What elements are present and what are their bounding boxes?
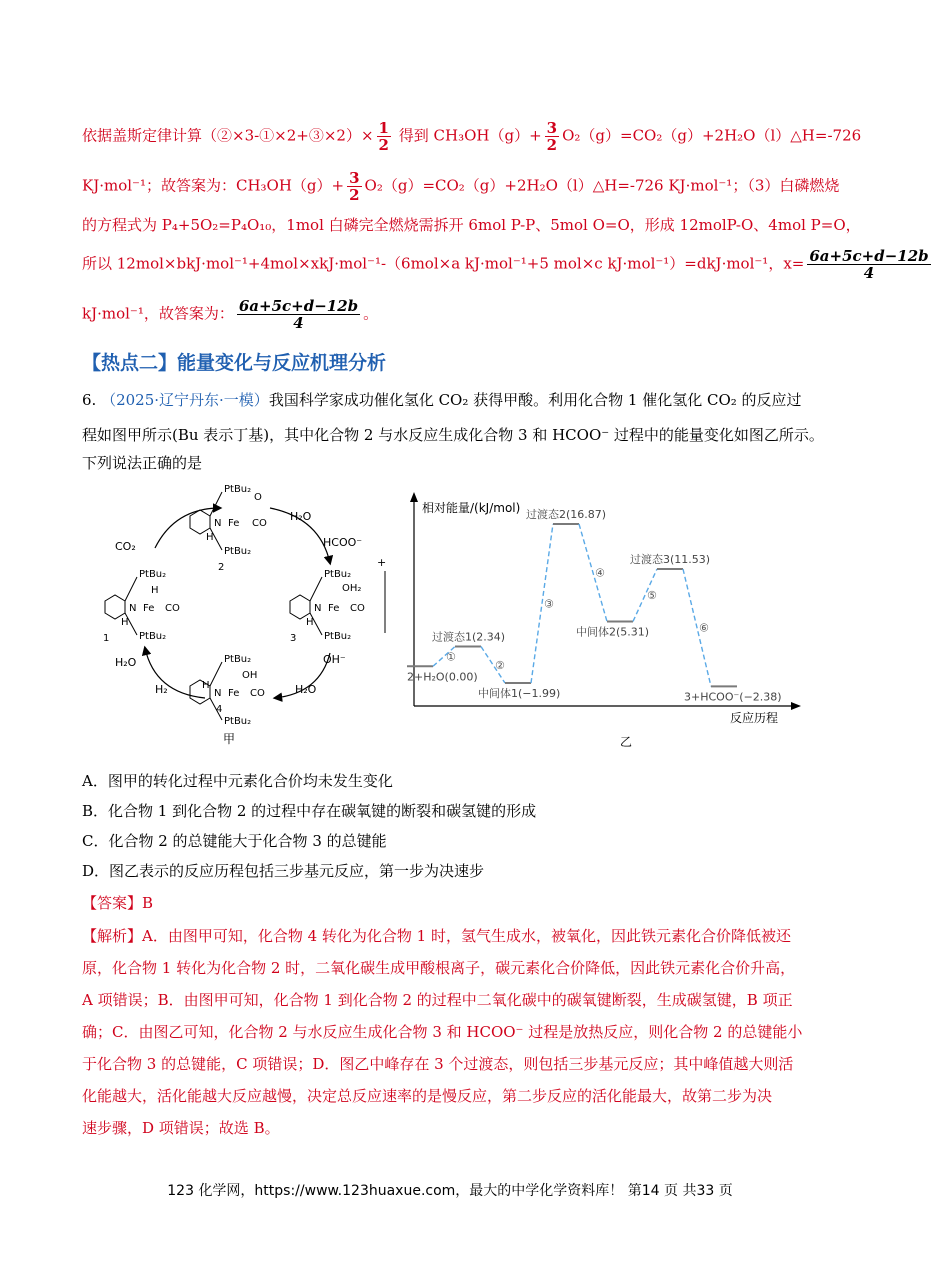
analysis-line-4: 确；C．由图乙可知，化合物 2 与水反应生成化合物 3 和 HCOO⁻ 过程是放热反应，则化合物 2 的总键能小 (82, 1023, 803, 1041)
figure-jia (95, 478, 405, 748)
compound-number-2: 2 (218, 562, 225, 573)
x-axis-arrow-icon (791, 702, 801, 710)
compound-1 (103, 569, 180, 644)
question-line-2: 程如图甲所示(Bu 表示丁基)，其中化合物 2 与水反应生成化合物 3 和 HCOO⁻ 过程中的能量变化如图乙所示。 (82, 426, 824, 444)
frac-den: 4 (863, 264, 875, 282)
fraction-three-halves (545, 120, 559, 153)
analysis-line-6: 化能越大，活化能越大反应越慢，决定总反应速率的是慢反应，第二步反应的活化能最大，故第二步为决 (82, 1087, 773, 1105)
ptbu-label-2: PtBu₂ (224, 716, 252, 727)
co-label: CO (252, 518, 267, 529)
prev-line-5 (82, 298, 378, 331)
frac-num: 1 (378, 119, 389, 137)
h-label-2: H (121, 617, 129, 628)
fe-label: Fe (143, 603, 155, 614)
option-a: A．图甲的转化过程中元素化合价均未发生变化 (82, 772, 393, 790)
compound-4 (190, 654, 265, 727)
ptbu-label-2: PtBu₂ (139, 631, 167, 642)
question-line-3: 下列说法正确的是 (82, 454, 203, 472)
h-label: H (202, 680, 210, 691)
prev-line-4 (82, 248, 934, 281)
label-oh: OH⁻ (323, 653, 346, 666)
frac-den: 2 (378, 136, 389, 154)
label-plus: + (377, 556, 387, 569)
prev-line-3: 的方程式为 P₄+5O₂=P₄O₁₀，1mol 白磷完全燃烧需拆开 6mol P-P、5mol O=O，形成 12molP-O、4mol P=O， (82, 216, 861, 234)
ptbu-label: PtBu₂ (324, 569, 352, 580)
question-text-1: 我国科学家成功催化氢化 CO₂ 获得甲酸。利用化合物 1 催化氢化 CO₂ 的反应过 (268, 391, 802, 409)
compound-3 (290, 569, 385, 644)
point-label-5: 中间体2(5.31) (576, 625, 650, 639)
h-label: H (306, 617, 314, 628)
step-label-4: ④ (595, 566, 605, 580)
label-h2o-left: H₂O (115, 656, 137, 669)
prev-line-2-b: O₂（g）=CO₂（g）+2H₂O（l）△H=-726 KJ·mol⁻¹；（3）白磷燃烧 (364, 176, 840, 195)
frac-den: 4 (293, 314, 304, 332)
compound-2 (190, 484, 267, 573)
oh-label: OH (242, 670, 258, 681)
prev-line-1-c: O₂（g）=CO₂（g）+2H₂O（l）△H=-726 (562, 126, 862, 145)
n-label: N (214, 688, 222, 699)
compound-number-4: 4 (216, 704, 223, 715)
fraction-expression-2 (237, 298, 360, 331)
page-footer: 123 化学网，https://www.123huaxue.com，最大的中学化学资料库！ 第14 页 共33 页 (167, 1183, 733, 1199)
formate-label: O (254, 492, 262, 503)
co-label: CO (250, 688, 265, 699)
analysis-line-5: 于化合物 3 的总键能，C 项错误；D．图乙中峰存在 3 个过渡态，则包括三步基元反应；其中峰值越大则活 (82, 1055, 794, 1073)
label-h2o-top: H₂O (290, 510, 312, 523)
frac-num: 6a+5c+d−12b (809, 247, 929, 265)
n-label: N (129, 603, 137, 614)
label-hcoo: HCOO⁻ (323, 536, 363, 549)
step-label-5: ⑤ (647, 589, 657, 603)
question-source: （2025·辽宁丹东·一模） (101, 391, 269, 409)
oh2-label: OH₂ (342, 583, 362, 594)
option-d: D．图乙表示的反应历程包括三步基元反应，第一步为决速步 (82, 862, 485, 880)
compound-number-1: 1 (103, 633, 110, 644)
analysis-line-1: 【解析】A．由图甲可知，化合物 4 转化为化合物 1 时，氢气生成水，被氧化，因此铁元素化合价降低被还 (82, 927, 791, 945)
ptbu-label: PtBu₂ (224, 654, 252, 665)
section-heading: 【热点二】能量变化与反应机理分析 (82, 352, 387, 374)
fraction-expression (807, 248, 930, 281)
frac-num: 3 (349, 169, 360, 187)
prev-line-1 (82, 120, 861, 153)
n-label: N (314, 603, 322, 614)
point-label-7: 3+HCOO⁻(−2.38) (684, 690, 782, 704)
prev-line-4-a: 所以 12mol×bkJ·mol⁻¹+4mol×xkJ·mol⁻¹-（6mol×a kJ·mol⁻¹+5 mol×c kJ·mol⁻¹）=dkJ·mol⁻¹，x= (82, 254, 805, 273)
compound-number-3: 3 (290, 633, 297, 644)
fe-label: Fe (228, 688, 240, 699)
frac-den: 2 (546, 136, 558, 154)
analysis-line-3: A 项错误；B．由图甲可知，化合物 1 到化合物 2 的过程中二氧化碳中的碳氧键断裂，生成碳氢键，B 项正 (82, 991, 793, 1009)
analysis-line-2: 原，化合物 1 转化为化合物 2 时，二氧化碳生成甲酸根离子，碳元素化合价降低，因此铁元素化合价升高， (82, 959, 796, 977)
label-h2: H₂ (155, 683, 168, 696)
figure-yi-caption: 乙 (620, 735, 633, 749)
step-label-1: ① (446, 650, 456, 664)
fe-label: Fe (228, 518, 240, 529)
ptbu-label: PtBu₂ (224, 484, 252, 495)
h-label: H (206, 532, 214, 543)
y-axis-label: 相对能量/(kJ/mol) (422, 501, 521, 515)
point-label-1: 2+H₂O(0.00) (407, 670, 478, 684)
option-c: C．化合物 2 的总键能大于化合物 3 的总键能 (82, 832, 387, 850)
co-label: CO (165, 603, 180, 614)
analysis-line-7: 速步骤，D 项错误；故选 B。 (82, 1119, 280, 1137)
frac-num: 6a+5c+d−12b (238, 297, 359, 315)
option-b: B．化合物 1 到化合物 2 的过程中存在碳氧键的断裂和碳氢键的形成 (82, 802, 537, 820)
co-label: CO (350, 603, 365, 614)
energy-profile-chart (408, 478, 818, 750)
ptbu-label-2: PtBu₂ (324, 631, 352, 642)
fraction-half (377, 120, 391, 153)
prev-line-1-b: 得到 CH₃OH（g）+ (398, 126, 542, 145)
point-label-6: 过渡态3(11.53) (630, 553, 711, 567)
question-number: 6. (82, 391, 97, 409)
cycle-arrow-bottom-left (145, 648, 205, 698)
step-label-3: ③ (544, 597, 554, 611)
point-label-3: 中间体1(−1.99) (478, 687, 561, 701)
prev-line-2 (82, 170, 839, 203)
step-label-6: ⑥ (699, 621, 709, 635)
prev-line-5-a: kJ·mol⁻¹，故答案为： (82, 304, 234, 323)
label-h2o-right: H₂O (295, 683, 317, 696)
point-label-4: 过渡态2(16.87) (526, 507, 607, 521)
fe-label: Fe (328, 603, 340, 614)
ptbu-label-2: PtBu₂ (224, 546, 252, 557)
prev-line-1-a: 依据盖斯定律计算（②×3-①×2+③×2）× (82, 126, 374, 145)
y-axis-arrow-icon (410, 492, 418, 502)
step-label-2: ② (495, 658, 505, 672)
question-line-1 (82, 390, 802, 410)
h-label: H (151, 585, 159, 596)
answer: 【答案】B (82, 894, 154, 912)
figure-jia-caption: 甲 (223, 732, 236, 746)
frac-num: 3 (546, 119, 558, 137)
point-label-2: 过渡态1(2.34) (432, 630, 506, 644)
ptbu-label: PtBu₂ (139, 569, 167, 580)
prev-line-2-a: KJ·mol⁻¹；故答案为：CH₃OH（g）+ (82, 176, 345, 195)
prev-line-5-b: 。 (363, 304, 379, 323)
label-co2: CO₂ (115, 540, 136, 553)
n-label: N (214, 518, 222, 529)
x-axis-label: 反应历程 (730, 711, 779, 725)
frac-den: 2 (349, 186, 360, 204)
fraction-three-halves-2 (347, 170, 361, 203)
